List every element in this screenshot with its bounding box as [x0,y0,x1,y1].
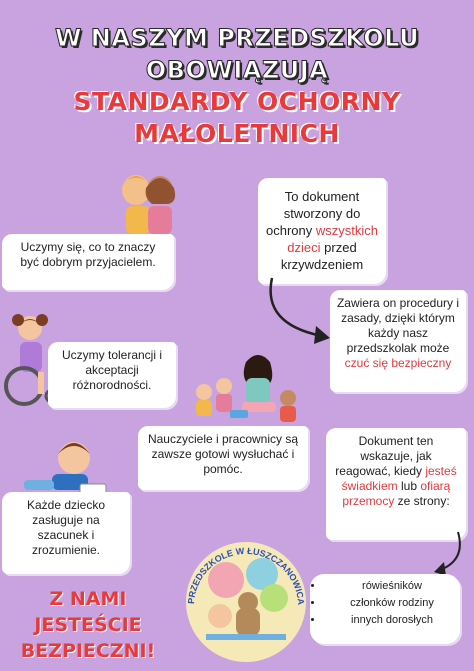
card-document-purpose: To dokument stworzony do ochrony wszystkich dzieci przed krzywdzeniem [258,178,386,284]
card-procedures: Zawiera on procedury i zasady, dzięki którym każdy nasz przedszkolak może czuć się bezpieczny [330,290,466,392]
teacher-children-illustration [184,352,302,428]
header-line-2: OBOWIĄZUJĄ [145,56,329,84]
list-item: • rówieśników [324,578,460,595]
reading-boy-illustration [24,436,108,500]
curved-arrow-icon [428,530,468,580]
card-respect: Każde dziecko zasługuje na szacunek i zrozumienie. [2,492,130,574]
header-line-3: STANDARDY OCHORNY [73,87,401,116]
slogan: Z NAMI JESTEŚCIE BEZPIECZNI! [20,588,156,662]
list-item: • innych dorosłych [324,612,460,629]
card-how-to-react: Dokument ten wskazuje, jak reagować, kiedy jesteś świadkiem lub ofiarą przemocy ze strony: [326,428,466,540]
card-tolerance: Uczymy tolerancji i akceptacji różnorodności. [48,342,176,408]
card-friendship: Uczymy się, co to znaczy być dobrym przyjacielem. [2,234,174,290]
header-line-4: MAŁOLETNICH [134,119,340,148]
list-item: • członków rodziny [324,595,460,612]
logo-text: PRZEDSZKOLE W ŁUSZCZANOWICA [185,545,307,606]
page-header [0,22,474,150]
header-line-1: W NASZYM PRZEDSZKOLU [54,24,420,52]
card-staff-help: Nauczyciele i pracownicy są zawsze gotowi wysłuchać i pomóc. [138,426,308,490]
perpetrators-list [310,574,460,644]
preschool-logo [176,536,316,666]
